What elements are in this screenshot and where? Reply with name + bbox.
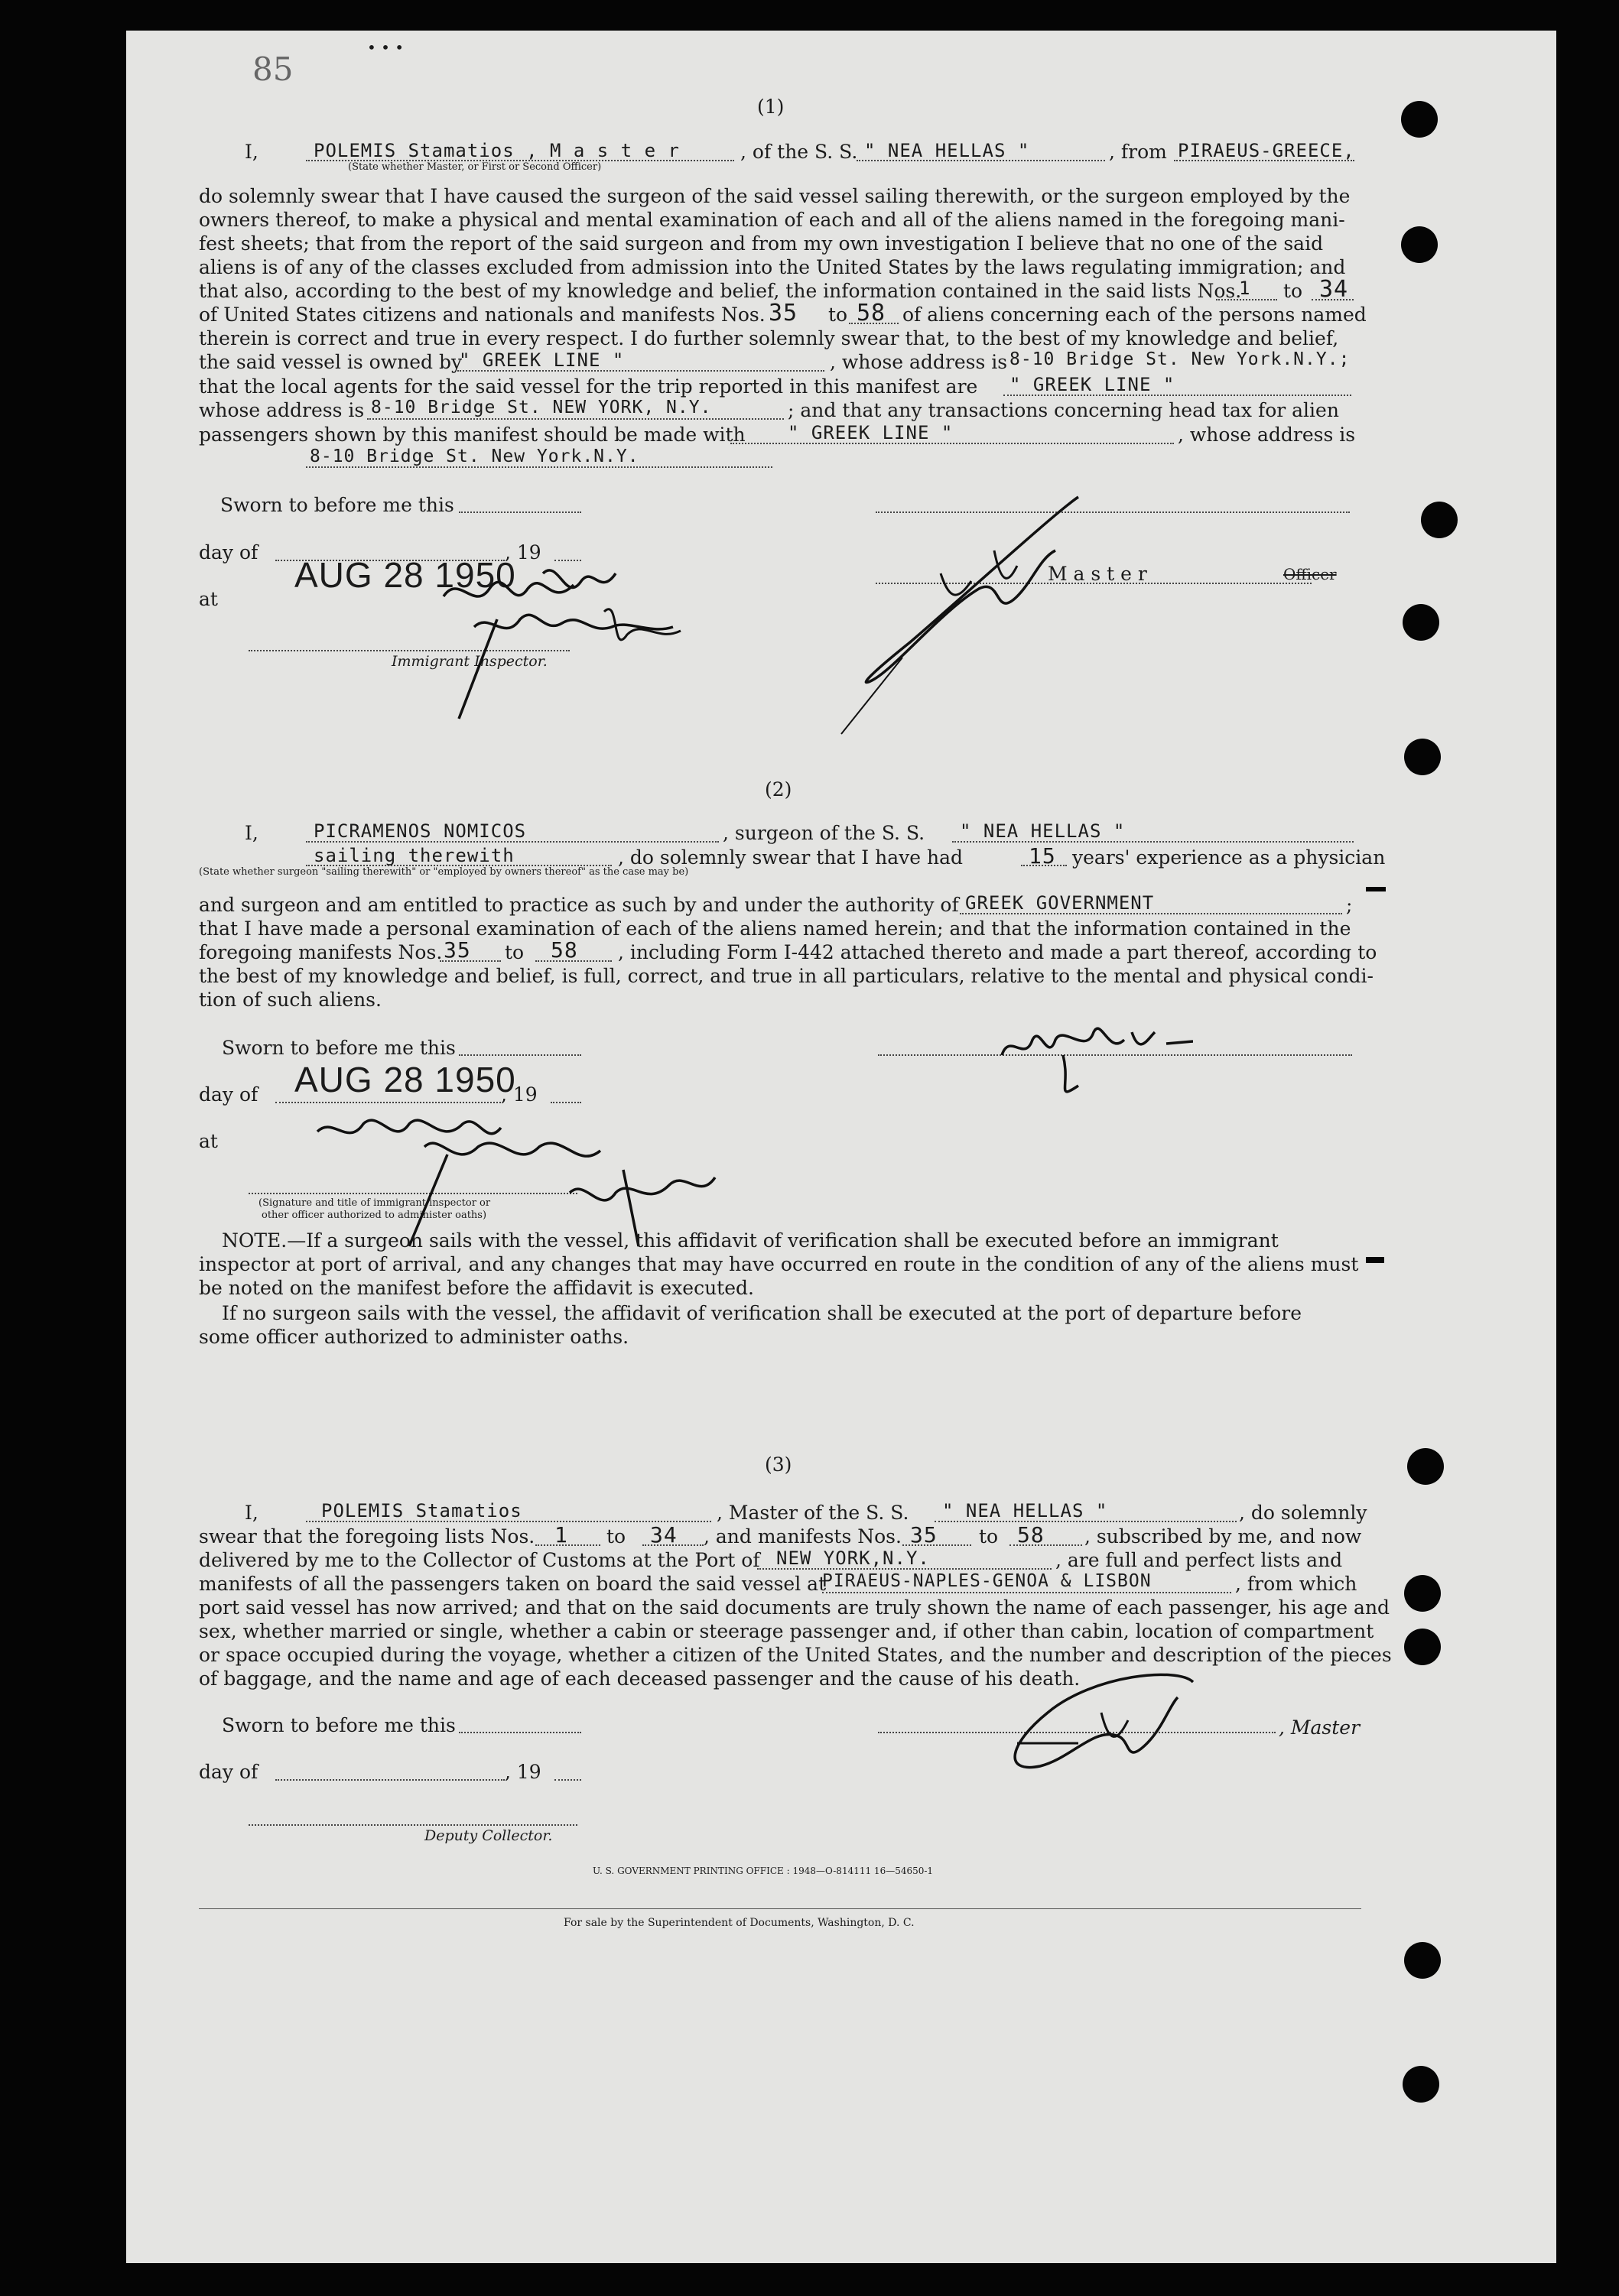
lists-to: 34 — [650, 1522, 678, 1547]
oath-line: whose address is — [199, 399, 365, 421]
surgeon-status: sailing therewith — [314, 845, 515, 866]
manifests-from: 35 — [444, 937, 471, 963]
label-i: I, — [245, 141, 258, 163]
oath-line: of aliens concerning each of the persons named — [902, 304, 1367, 326]
edge-mark — [1366, 887, 1386, 891]
oath-line: and surgeon and am entitled to practice as such by and under the authority of — [199, 894, 959, 916]
oath-line: , including Form I-442 attached thereto and made a part thereof, according to — [618, 941, 1377, 963]
manifests-to: 58 — [857, 300, 886, 326]
semicolon: ; — [1346, 894, 1353, 916]
note-text: NOTE.—If a surgeon sails with the vessel, this affidavit of verification shall be executed before an immigrant — [222, 1229, 1279, 1252]
oath-line: ; and that any transactions concerning head tax for alien — [788, 399, 1339, 421]
oath-line: the said vessel is owned by — [199, 351, 463, 373]
struck-text: Officer — [1283, 565, 1337, 583]
note-text: some officer authorized to administer oaths. — [199, 1326, 629, 1348]
footer-rule — [199, 1908, 1361, 1909]
oath-line: therein is correct and true in every respect. I do further solemnly swear that, to the best of my knowledge and belief, — [199, 327, 1339, 349]
section-number: (1) — [757, 96, 785, 118]
oath-line: , from which — [1235, 1573, 1357, 1595]
label-i: I, — [245, 1502, 258, 1524]
officer-hint: (State whether Master, or First or Second Officer) — [348, 161, 602, 173]
oath-line: sex, whether married or single, whether a cabin or steerage passenger and, if other than cabin, location of compartment — [199, 1620, 1374, 1642]
oath-paragraph-1 — [199, 184, 1354, 279]
manifests-from: 35 — [769, 300, 798, 326]
master-signature — [987, 1659, 1216, 1797]
date-stamp: AUG 28 1950 — [294, 555, 516, 595]
oath-line: port said vessel has now arrived; and that on the said documents are truly shown the name of each passenger, his age and — [199, 1596, 1390, 1619]
lists-from: 1 — [1239, 278, 1251, 299]
surgeon-hint: (State whether surgeon "sailing therewith" or "employed by owners thereof" as the case may be) — [199, 866, 689, 878]
master-title: M a s t e r — [1048, 563, 1147, 585]
year-label: , 19 — [501, 1083, 538, 1106]
inspector-label: Immigrant Inspector. — [392, 653, 548, 670]
label-to: to — [505, 941, 525, 963]
sale-notice: For sale by the Superintendent of Documents, Washington, D. C. — [564, 1917, 915, 1929]
page-number-mark: 85 — [252, 50, 294, 88]
year-label: , 19 — [505, 1761, 541, 1783]
master-name: POLEMIS Stamatios , M a s t e r — [314, 140, 680, 161]
ship-name: " NEA HELLAS " — [942, 1500, 1108, 1521]
label-of-ss: , of the S. S. — [740, 141, 858, 163]
oath-line: , whose address is — [1178, 424, 1356, 446]
note-text: If no surgeon sails with the vessel, the affidavit of verification shall be executed at the port of departure before — [222, 1302, 1302, 1324]
section-number: (3) — [765, 1453, 792, 1476]
label-surgeon-of: , surgeon of the S. S. — [723, 822, 925, 844]
head-tax-address: 8-10 Bridge St. New York.N.Y. — [310, 447, 639, 466]
signature-hint: other officer authorized to administer oaths) — [262, 1210, 487, 1221]
practice-authority: GREEK GOVERNMENT — [965, 892, 1155, 914]
departure-port: PIRAEUS-GREECE, — [1178, 140, 1355, 161]
oath-line: that the local agents for the said vessel for the trip reported in this manifest are — [199, 375, 978, 398]
lists-from: 1 — [554, 1522, 568, 1547]
label-to: to — [979, 1525, 999, 1547]
oath-line: , do solemnly swear that I have had — [618, 846, 964, 869]
owner-address: 8-10 Bridge St. New York.N.Y.; — [1009, 349, 1351, 369]
manifests-from: 35 — [910, 1522, 938, 1547]
date-stamp: AUG 28 1950 — [294, 1060, 516, 1099]
punch-hole — [1401, 226, 1438, 263]
sworn-label: Sworn to before me this — [222, 1037, 456, 1059]
local-agent: " GREEK LINE " — [1009, 374, 1175, 395]
punch-hole — [1401, 101, 1438, 138]
oath-line: manifests of all the passengers taken on board the said vessel at — [199, 1573, 827, 1595]
oath-line: , are full and perfect lists and — [1055, 1549, 1343, 1571]
label-to: to — [606, 1525, 626, 1547]
embarkation-ports: PIRAEUS-NAPLES-GENOA & LISBON — [822, 1571, 1152, 1591]
deputy-collector-label: Deputy Collector. — [424, 1827, 553, 1844]
signature-hint: (Signature and title of immigrant inspector or — [258, 1197, 491, 1209]
day-of-label: day of — [199, 541, 258, 563]
note-text: inspector at port of arrival, and any changes that may have occurred en route in the condition of any of the aliens must — [199, 1253, 1359, 1275]
day-of-label: day of — [199, 1761, 258, 1783]
head-tax-agent: " GREEK LINE " — [788, 422, 954, 443]
oath-line: do solemnly swear that I have caused the surgeon of the said vessel sailing therewith, or the surgeon employed by the — [199, 185, 1351, 207]
oath-line: , do solemnly — [1239, 1502, 1367, 1524]
edge-mark — [1366, 1257, 1384, 1263]
oath-line: , and manifests Nos. — [704, 1525, 902, 1547]
oath-line: of baggage, and the name and age of each deceased passenger and the cause of his death. — [199, 1668, 1081, 1690]
punch-hole — [1421, 502, 1458, 538]
label-i: I, — [245, 822, 258, 844]
at-label: at — [199, 1130, 218, 1152]
punch-hole — [1404, 1942, 1441, 1979]
punch-hole — [1404, 1575, 1441, 1612]
oath-line: or space occupied during the voyage, whether a citizen of the United States, and the number and description of the pieces — [199, 1644, 1392, 1666]
inspector-signature — [428, 543, 734, 726]
oath-line: , subscribed by me, and now — [1084, 1525, 1362, 1547]
oath-line: of United States citizens and nationals and manifests Nos. — [199, 304, 766, 326]
year-label: , 19 — [505, 541, 541, 563]
punch-hole — [1403, 604, 1439, 641]
arrival-port: NEW YORK,N.Y. — [776, 1547, 930, 1569]
ship-name: " NEA HELLAS " — [960, 820, 1126, 842]
master-signature — [826, 482, 1101, 742]
punch-hole — [1404, 739, 1441, 775]
master-title: , Master — [1279, 1716, 1361, 1739]
punch-hole — [1403, 2066, 1439, 2103]
agent-address: 8-10 Bridge St. NEW YORK, N.Y. — [371, 398, 712, 417]
oath-line: foregoing manifests Nos. — [199, 941, 443, 963]
printing-office-line: U. S. GOVERNMENT PRINTING OFFICE : 1948—O-814111 16—54650-1 — [593, 1866, 934, 1876]
label-to: to — [828, 304, 848, 326]
oath-line: that also, according to the best of my knowledge and belief, the information contained in the said lists Nos. — [199, 280, 1242, 302]
oath-line: fest sheets; that from the report of the said surgeon and from my own investigation I believe that no one of the said — [199, 232, 1324, 255]
oath-line: swear that the foregoing lists Nos. — [199, 1525, 535, 1547]
manifests-to: 58 — [1017, 1522, 1045, 1547]
years-experience: 15 — [1029, 843, 1056, 869]
vessel-owner: " GREEK LINE " — [459, 349, 625, 371]
oath-line: passengers shown by this manifest should be made with — [199, 424, 746, 446]
oath-line: years' experience as a physician — [1072, 846, 1386, 869]
oath-line: tion of such aliens. — [199, 989, 382, 1011]
scan-dots: • • • — [367, 38, 405, 57]
ship-name: " NEA HELLAS " — [864, 140, 1030, 161]
oath-line: aliens is of any of the classes excluded from admission into the United States by the laws regulating immigration; and — [199, 256, 1346, 278]
note-text: be noted on the manifest before the affidavit is executed. — [199, 1277, 754, 1299]
sworn-label: Sworn to before me this — [222, 1714, 456, 1736]
label-to: to — [1283, 280, 1303, 302]
at-label: at — [199, 588, 218, 610]
section-number: (2) — [765, 778, 792, 801]
manifests-to: 58 — [551, 937, 578, 963]
oath-line: , whose address is — [830, 351, 1008, 373]
surgeon-signature — [994, 1009, 1193, 1109]
label-master-of: , Master of the S. S. — [717, 1502, 909, 1524]
oath-line: delivered by me to the Collector of Customs at the Port of — [199, 1549, 760, 1571]
surgeon-name: PICRAMENOS NOMICOS — [314, 820, 527, 842]
label-from: , from — [1109, 141, 1167, 163]
punch-hole — [1404, 1629, 1441, 1665]
lists-to: 34 — [1319, 276, 1349, 303]
punch-hole — [1407, 1448, 1444, 1485]
oath-line: the best of my knowledge and belief, is full, correct, and true in all particulars, relative to the mental and physical condi- — [199, 965, 1374, 987]
day-of-label: day of — [199, 1083, 258, 1106]
master-name: POLEMIS Stamatios — [321, 1500, 522, 1521]
oath-line: that I have made a personal examination of each of the aliens named herein; and that the information contained in the — [199, 917, 1351, 940]
oath-line: owners thereof, to make a physical and mental examination of each and all of the aliens named in the foregoing mani- — [199, 209, 1345, 231]
sworn-label: Sworn to before me this — [220, 494, 454, 516]
